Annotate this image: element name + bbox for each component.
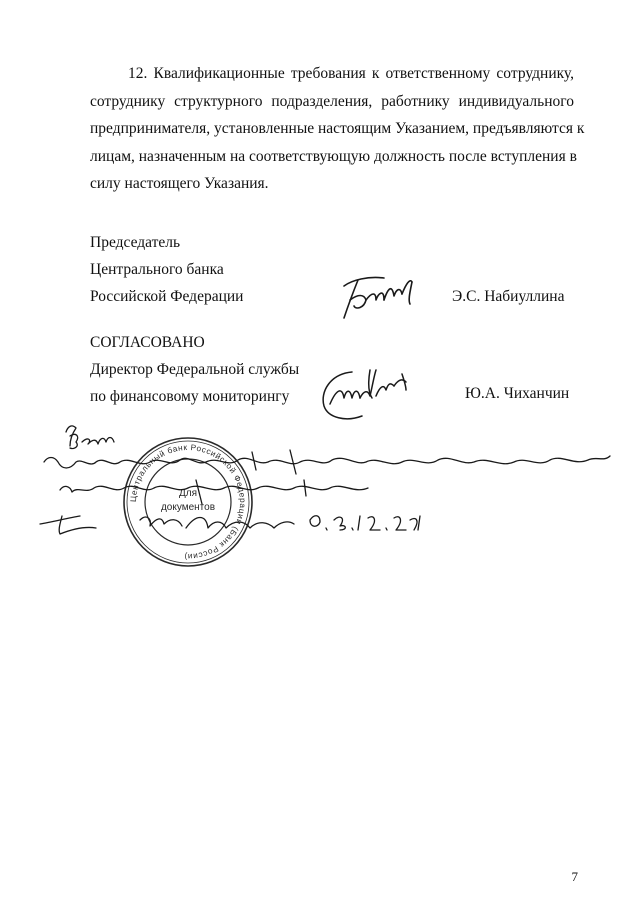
paragraph-line: 12. Квалификационные требования к ответственному сотруднику, [128,65,574,82]
page-number: 7 [571,869,578,884]
approval-name: Ю.А. Чиханчин [465,385,570,402]
paragraph-line: сотруднику структурного подразделения, работнику индивидуального [90,92,574,110]
approval-title-line: Директор Федеральной службы [90,361,300,378]
stamp-center-line: Для [178,488,198,499]
approval-heading: СОГЛАСОВАНО [90,334,205,351]
approval-title-line: по финансовому мониторингу [90,388,290,405]
signatory1-title-line: Председатель [90,234,181,251]
paragraph-line: предпринимателя, установленные настоящим Указанием, предъявляются к [90,120,585,137]
paragraph-line: силу настоящего Указания. [90,175,269,192]
signatory1-title-line: Российской Федерации [90,288,244,305]
paragraph-line: лицам, назначенным на соответствующую должность после вступления в [90,147,577,165]
stamp-center-line: документов [160,502,216,513]
signatory1-name: Э.С. Набиуллина [452,288,565,305]
stamp-ring-text: Центральный банк Российской Федерации (Банк России) [128,442,248,562]
signatory1-title-line: Центрального банка [90,261,224,278]
